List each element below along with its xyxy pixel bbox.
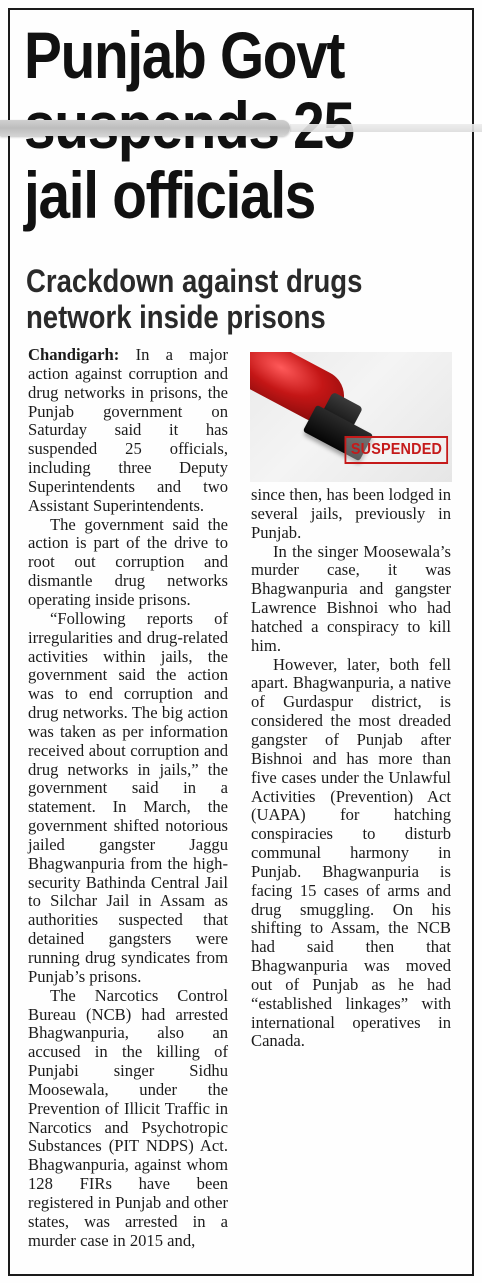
article-column-right (251, 486, 451, 1262)
article-paragraph-4-continued: since then, has been lodged in several jails, previously in Punjab. (251, 485, 451, 542)
article-paragraph-6: However, later, both fell apart. Bhagwanpuria, a native of Gurdaspur district, is considered the most dreaded gangster of Punjab after Bishnoi and has more than five cases under the Unlawful Activities (Prevention) Act (UAPA) for hatching conspiracies to disturb communal harmony in Punjab. Bhagwanpuria is facing 15 cases of arms and drug smuggling. On his shifting to Assam, the NCB had said then that Bhagwanpuria was moved out of Punjab as he had “established linkages” with international operatives in Canada. (251, 654, 451, 1051)
suspended-stamp-label: SUSPENDED (344, 436, 448, 464)
dateline: Chandigarh: (28, 345, 120, 364)
article-paragraph-3: “Following reports of irregularities and drug-related activities within jails, the government said the action was to end corruption and drug networks. The big action was taken as per information received about corruption and drug networks in jails,” the government said in a statement. In March, the government shifted notorious jailed gangster Jaggu Bhagwanpuria from the high-security Bathinda Central Jail to Silchar Jail in Assam as authorities suspected that detained gangsters were running drug syndicates from Punjab’s prisons. (28, 608, 228, 986)
article-column-left (28, 346, 228, 1262)
subheadline-line-2: network inside prisons (26, 299, 326, 335)
article-paragraph-5: In the singer Moosewala’s murder case, it was Bhagwanpuria and gangster Lawrence Bishnoi who had hatched a conspiracy to kill him. (251, 541, 451, 655)
suspended-stamp-photo (250, 352, 452, 482)
article-paragraph-4: The Narcotics Control Bureau (NCB) had arrested Bhagwanpuria, also an accused in the killing of Punjabi singer Sidhu Moosewala, under the Prevention of Illicit Traffic in Narcotics and Psychotropic Substances (PIT NDPS) Act. Bhagwanpuria, against whom 128 FIRs have been registered in Punjab and other states, was arrested in a murder case in 2015 and, (28, 985, 228, 1250)
scroll-indicator-track (290, 124, 482, 132)
subheadline (26, 263, 422, 335)
headline-line-1: Punjab Govt (24, 18, 345, 92)
article-paragraph-1 (28, 346, 228, 516)
article-lede: In a major action against corruption and drug networks in prisons, the Punjab government on Saturday said it has suspended 25 officials, including three Deputy Superintendents and two Assistant Superintendents. (28, 345, 228, 515)
subheadline-line-1: Crackdown against drugs (26, 263, 363, 299)
article-paragraph-2: The government said the action is part of the drive to root out corruption and dismantle drug networks operating inside prisons. (28, 514, 228, 609)
headline-line-2: 25 (293, 88, 354, 162)
scroll-indicator-bar[interactable] (0, 120, 290, 136)
headline-line-3: jail officials (24, 158, 316, 232)
